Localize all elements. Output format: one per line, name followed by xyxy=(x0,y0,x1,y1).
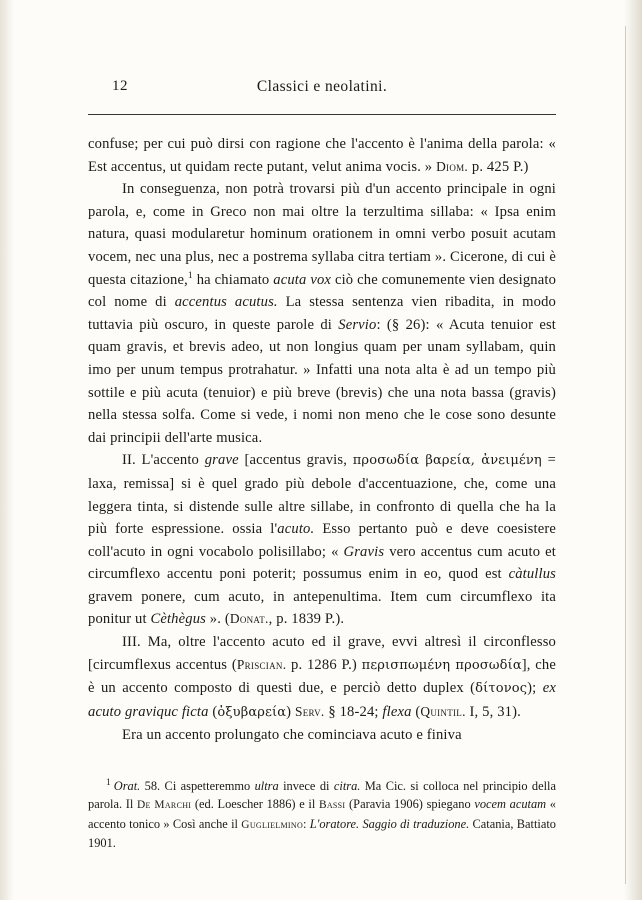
paragraph-5: Era un accento prolungato che cominciava acuto e finiva xyxy=(122,727,462,744)
page-header xyxy=(88,70,556,100)
page-edge-rule xyxy=(625,26,626,884)
paragraph-1: confuse; per cui può dirsi con ragione che l'accento è l'anima della parola: « Est accentus, ut quidam recte putant, velut anima vocis. » Diom. p. 425 P.) xyxy=(88,136,556,175)
footnote-marker: 1 xyxy=(106,777,111,788)
body-text xyxy=(88,133,556,747)
page-number: 12 xyxy=(112,78,128,94)
paragraph-4: III. Ma, oltre l'accento acuto ed il grave, evvi altresì il circonflesso [circumflexus accentus (Priscian. p. 1286 P.) περισπωμένη προσωδία], che è un accento composto di questi due, e perciò detto duplex (δίτονος); ex acuto graviquc ficta (ὀξυβαρεία) Serv. § 18-24; flexa (Quintil. I, 5, 31). xyxy=(88,634,556,720)
running-title: Classici e neolatini. xyxy=(256,78,388,95)
footnote-area xyxy=(88,765,556,853)
page-content xyxy=(88,70,556,853)
paragraph-3: II. L'accento grave [accentus gravis, προσωδία βαρεία, ἀνειμένη = laxa, remissa] si è quel grado più debole d'accentuazione, che, come una leggera tinta, si distende sulle altre sillabe, in confronto di quella che ha la più forte espressione. ossia l'acuto. Esso pertanto può e deve coesistere coll'acuto in ogni vocabolo polisillabo; « Gravis vero accentus cum acuto et circumflexo accentu poni poterit; possumus enim in eo, quod est càtullus gravem ponere, cum acuto, in antepenultima. Item cum circumflexo ita ponitur ut Cèthègus ». (Donat., p. 1839 P.). xyxy=(88,452,556,628)
paragraph-2: In conseguenza, non potrà trovarsi più d'un accento principale in ogni parola, e, come in Greco non mai oltre la terzultima sillaba: « Ipsa enim natura, quasi modularetur hominum orationem in omni verbo posuit acutam vocem, nec una plus, nec a postrema syllaba citra tertiam ». Cicerone, di cui è questa citazione,$^1$ ha chiamato acuta vox ciò che comunemente vien designato col nome di accentus acutus. La stessa sentenza vien ribadita, in modo tuttavia più oscuro, in queste parole di Servio: (§ 26): « Acuta tenuior est quam gravis, et brevis adeo, ut non longius quam per unam syllabam, quin imo per unum tempus protrahatur. » Infatti una nota alta è ad un tempo più sottile e più acuta (tenuior) e più breve (brevis) che una nota bassa (gravis) nella stessa solfa. Come si vede, i nomi non meno che le cose sono desunte dai principii dell'arte musica. xyxy=(88,181,557,446)
footnote-1: $^1$ Orat. 58. Ci aspetteremmo ultra invece di citra. Ma Cic. si colloca nel principio della parola. Il De Marchi (ed. Loescher 1886) e il Bassi (Paravia 1906) spiegano vocem acutam « accento tonico » Così anche il Guglielmino: L'oratore. Saggio di traduzione. Catania, Battiato 1901. xyxy=(88,777,557,851)
header-divider xyxy=(88,114,556,115)
